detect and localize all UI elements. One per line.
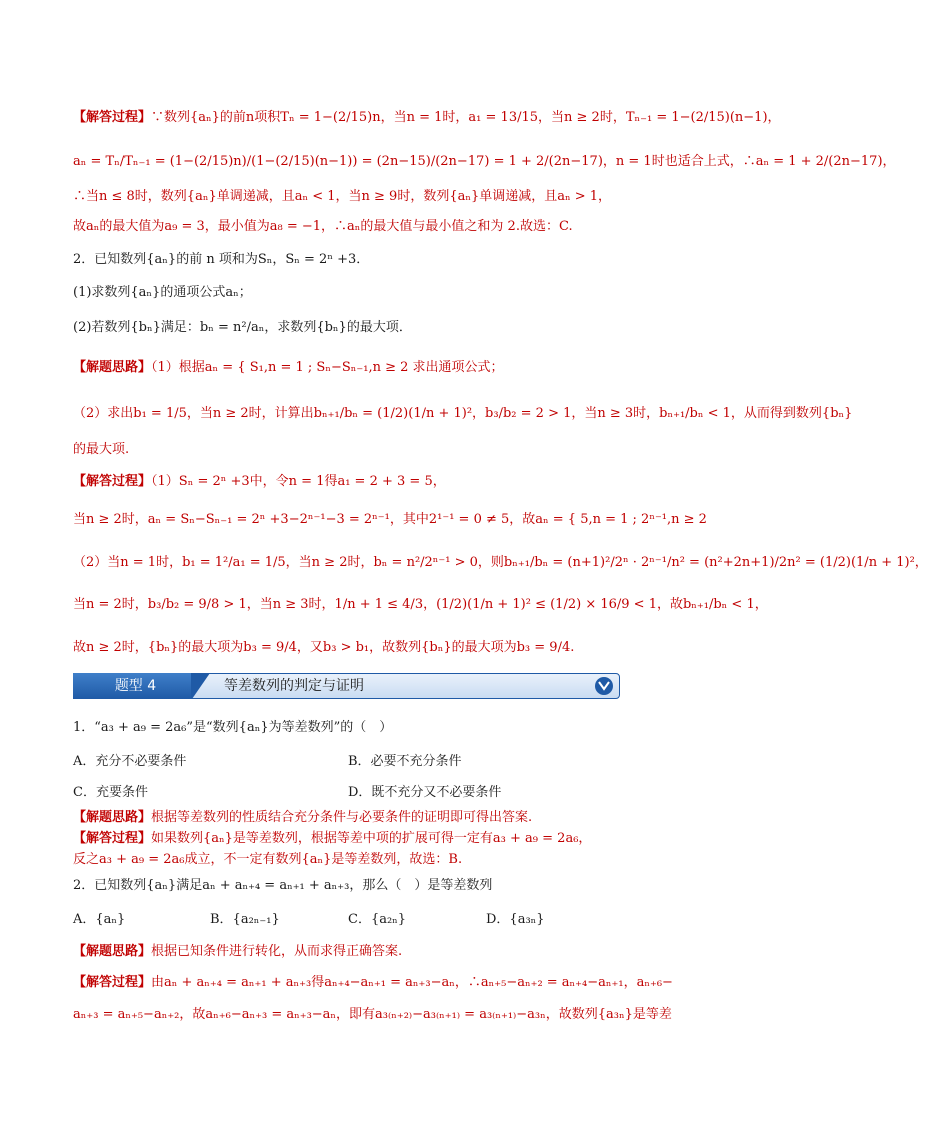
- line-text: ∵数列{aₙ}的前n项积Tₙ = 1−(2/15)n，当n = 1时，a₁ = 13/15，当n ≥ 2时，Tₙ₋₁ = 1−(2/15)(n−1)，: [151, 110, 781, 125]
- text-line: [73, 283, 252, 303]
- section-title-bar: [191, 673, 620, 699]
- line-text: 的最大项.: [73, 442, 130, 457]
- answer-option[interactable]: C．充要条件: [73, 785, 148, 800]
- section-title: 等差数列的判定与证明: [224, 678, 364, 694]
- line-text: aₙ₊₃ = aₙ₊₅−aₙ₊₂，故aₙ₊₆−aₙ₊₃ = aₙ₊₃−aₙ，即有a₃₍ₙ₊₂₎−a₃₍ₙ₊₁₎ = a₃₍ₙ₊₁₎−a₃ₙ，故数列{a₃ₙ}是等差: [73, 1007, 672, 1022]
- chevron-down-icon[interactable]: [595, 677, 613, 695]
- answer-tag: 【解题思路】: [73, 360, 152, 375]
- line-text: （1）Sₙ = 2ⁿ +3中，令n = 1得a₁ = 2 + 3 = 5，: [151, 474, 446, 489]
- answer-tag: 【解题思路】: [73, 944, 152, 959]
- answer-option[interactable]: D．既不充分又不必要条件: [348, 785, 502, 800]
- answer-option[interactable]: A．{aₙ}: [73, 912, 126, 927]
- text-line: [73, 973, 673, 993]
- text-line: [73, 1005, 672, 1025]
- answer-option[interactable]: D．{a₃ₙ}: [486, 912, 545, 927]
- text-line: [73, 472, 446, 492]
- answer-option[interactable]: B．必要不充分条件: [348, 754, 462, 769]
- line-text: aₙ = Tₙ/Tₙ₋₁ = (1−(2/15)n)/(1−(2/15)(n−1)) = (2n−15)/(2n−17) = 1 + 2/(2n−17)，n = 1时也适合上式，∴aₙ = 1 + 2/(2n−17)，: [73, 154, 896, 169]
- text-line: [73, 850, 462, 870]
- section-header: [73, 673, 618, 699]
- line-text: 当n = 2时，b₃/b₂ = 9/8 > 1，当n ≥ 3时，1/n + 1 ≤ 4/3，(1/2)(1/n + 1)² ≤ (1/2) × 16/9 < 1，故bₙ₊₁/bₙ < 1，: [73, 597, 768, 612]
- text-line: [73, 250, 369, 270]
- answer-option[interactable]: B．{a₂ₙ₋₁}: [210, 912, 280, 927]
- line-text: 2．已知数列{aₙ}的前 n 项和为Sₙ，Sₙ = 2ⁿ +3．: [73, 252, 370, 267]
- text-line: [73, 440, 129, 460]
- line-text: 2．已知数列{aₙ}满足aₙ + aₙ₊₄ = aₙ₊₁ + aₙ₊₃，那么（ ）是等差数列: [73, 878, 493, 893]
- text-line: [73, 595, 768, 615]
- answer-tag: 【解题思路】: [73, 810, 152, 825]
- text-line: [73, 152, 896, 172]
- section-label: 题型 4: [73, 673, 198, 699]
- line-text: (2)若数列{bₙ}满足：bₙ = n²/aₙ，求数列{bₙ}的最大项．: [73, 320, 412, 335]
- text-line: [73, 404, 852, 424]
- line-text: ∴当n ≤ 8时，数列{aₙ}单调递减，且aₙ < 1，当n ≥ 9时，数列{aₙ}单调递减，且aₙ > 1，: [73, 189, 612, 204]
- line-text: 如果数列{aₙ}是等差数列，根据等差中项的扩展可得一定有a₃ + a₉ = 2a₆，: [151, 831, 592, 846]
- line-text: （2）求出b₁ = 1/5，当n ≥ 2时，计算出bₙ₊₁/bₙ = (1/2)(1/n + 1)²，b₃/b₂ = 2 > 1，当n ≥ 3时，bₙ₊₁/bₙ < 1，从而得到数列{bₙ}: [73, 406, 853, 421]
- text-line: [73, 942, 402, 962]
- text-line: [73, 829, 591, 849]
- answer-option[interactable]: A．充分不必要条件: [73, 754, 187, 769]
- line-text: 故n ≥ 2时，{bₙ}的最大项为b₃ = 9/4，又b₃ > b₁，故数列{bₙ}的最大项为b₃ = 9/4.: [73, 640, 575, 655]
- line-text: （1）根据aₙ = { S₁,n = 1 ; Sₙ−Sₙ₋₁,n ≥ 2 求出通项公式；: [151, 360, 504, 375]
- answer-tag: 【解答过程】: [73, 110, 152, 125]
- answer-tag: 【解答过程】: [73, 831, 152, 846]
- answer-option[interactable]: C．{a₂ₙ}: [348, 912, 407, 927]
- section-wedge: [192, 673, 210, 699]
- line-text: (1)求数列{aₙ}的通项公式aₙ；: [73, 285, 252, 300]
- text-line: [73, 718, 392, 738]
- line-text: 根据已知条件进行转化，从而求得正确答案.: [151, 944, 403, 959]
- line-text: 反之a₃ + a₉ = 2a₆成立，不一定有数列{aₙ}是等差数列，故选：B.: [73, 852, 463, 867]
- text-line: [73, 358, 504, 378]
- text-line: [73, 318, 412, 338]
- text-line: [73, 108, 781, 128]
- answer-tag: 【解答过程】: [73, 474, 152, 489]
- answer-tag: 【解答过程】: [73, 975, 152, 990]
- line-text: 当n ≥ 2时，aₙ = Sₙ−Sₙ₋₁ = 2ⁿ +3−2ⁿ⁻¹−3 = 2ⁿ⁻¹，其中2¹⁻¹ = 0 ≠ 5，故aₙ = { 5,n = 1 ; 2ⁿ⁻¹,n ≥ 2: [73, 512, 707, 527]
- line-text: （2）当n = 1时，b₁ = 1²/a₁ = 1/5，当n ≥ 2时，bₙ = n²/2ⁿ⁻¹ > 0，则bₙ₊₁/bₙ = (n+1)²/2ⁿ · 2ⁿ⁻¹/n² = (n²+2n+1)/2n² = (1/2)(1/n + 1)²，: [73, 555, 928, 570]
- text-line: [73, 510, 707, 530]
- text-line: [73, 217, 573, 237]
- line-text: 故aₙ的最大值为a₉ = 3，最小值为a₈ = −1，∴aₙ的最大值与最小值之和为 2.故选：C.: [73, 219, 573, 234]
- line-text: 1．“a₃ + a₉ = 2a₆”是“数列{aₙ}为等差数列”的（ ）: [73, 720, 393, 735]
- text-line: [73, 553, 928, 573]
- text-line: [73, 187, 611, 207]
- text-line: [73, 638, 574, 658]
- line-text: 根据等差数列的性质结合充分条件与必要条件的证明即可得出答案.: [151, 810, 533, 825]
- text-line: [73, 876, 492, 896]
- line-text: 由aₙ + aₙ₊₄ = aₙ₊₁ + aₙ₊₃得aₙ₊₄−aₙ₊₁ = aₙ₊₃−aₙ，∴aₙ₊₅−aₙ₊₂ = aₙ₊₄−aₙ₊₁，aₙ₊₆−: [151, 975, 673, 990]
- text-line: [73, 808, 532, 828]
